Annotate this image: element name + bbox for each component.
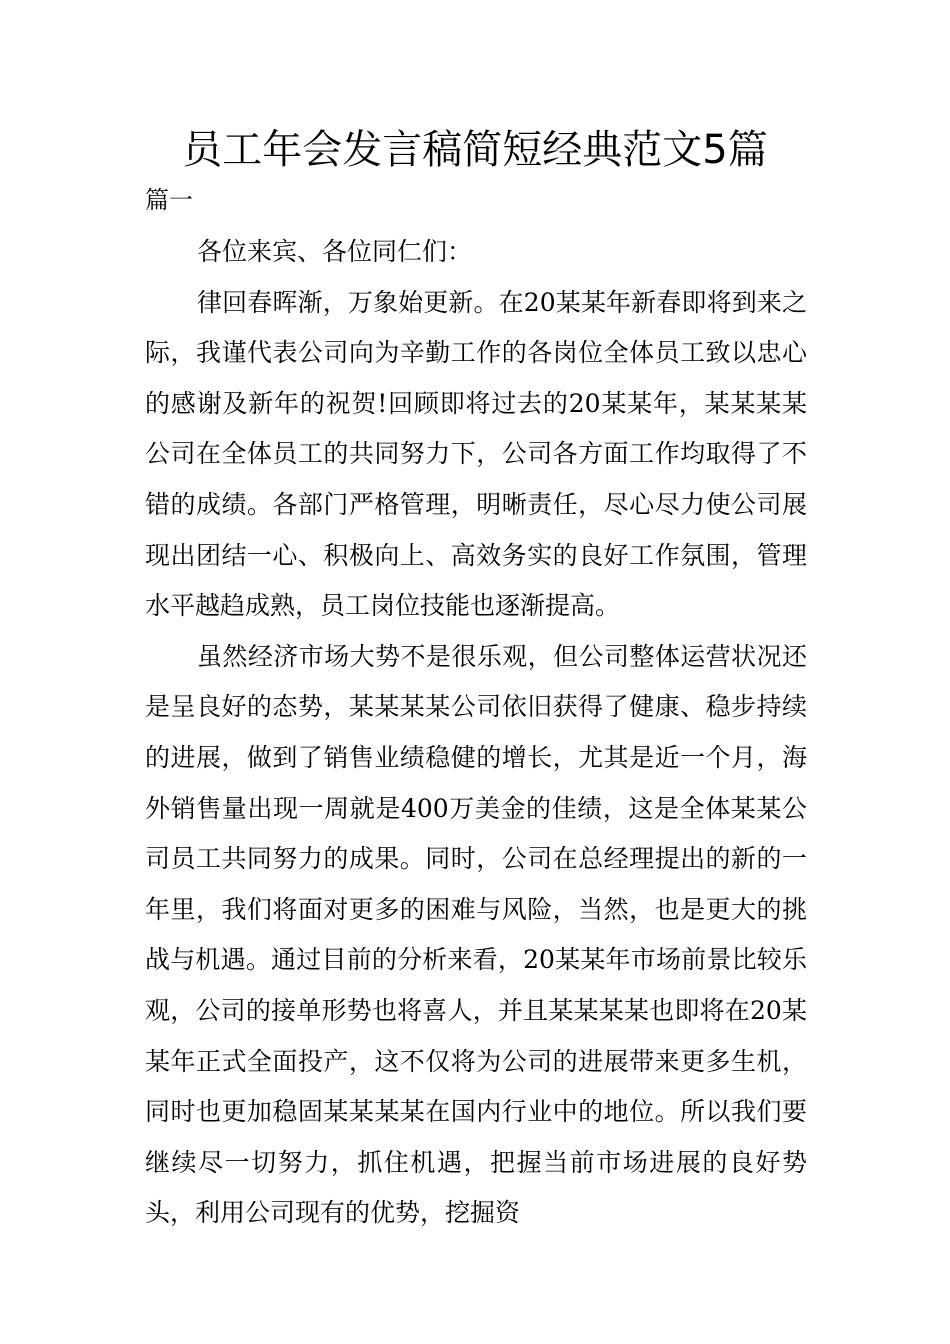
document-title: 员工年会发言稿简短经典范文5篇 xyxy=(182,127,768,173)
document-body xyxy=(145,227,807,1239)
section-label: 篇一 xyxy=(145,186,193,214)
body-paragraph: 虽然经济市场大势不是很乐观，但公司整体运营状况还是呈良好的态势，某某某某公司依旧获得了健康、稳步持续的进展，做到了销售业绩稳健的增长，尤其是近一个月，海外销售量出现一周就是400万美金的佳绩，这是全体某某公司员工共同努力的成果。同时，公司在总经理提出的新的一年里，我们将面对更多的困难与风险，当然，也是更大的挑战与机遇。通过目前的分析来看，20某某年市场前景比较乐观，公司的接单形势也将喜人，并且某某某某也即将在20某某年正式全面投产，这不仅将为公司的进展带来更多生机，同时也更加稳固某某某某在国内行业中的地位。所以我们要继续尽一切努力，抓住机遇，把握当前市场进展的良好势头，利用公司现有的优势，挖掘资 xyxy=(145,641,807,1228)
body-paragraph: 律回春晖渐，万象始更新。在20某某年新春即将到来之际，我谨代表公司向为辛勤工作的各岗位全体员工致以忠心的感谢及新年的祝贺!回顾即将过去的20某某年，某某某某公司在全体员工的共同努力下，公司各方面工作均取得了不错的成绩。各部门严格管理，明晰责任，尽心尽力使公司展现出团结一心、积极向上、高效务实的良好工作氛围，管理水平越趋成熟，员工岗位技能也逐渐提高。 xyxy=(145,287,807,621)
greeting-paragraph: 各位来宾、各位同仁们： xyxy=(197,237,473,266)
